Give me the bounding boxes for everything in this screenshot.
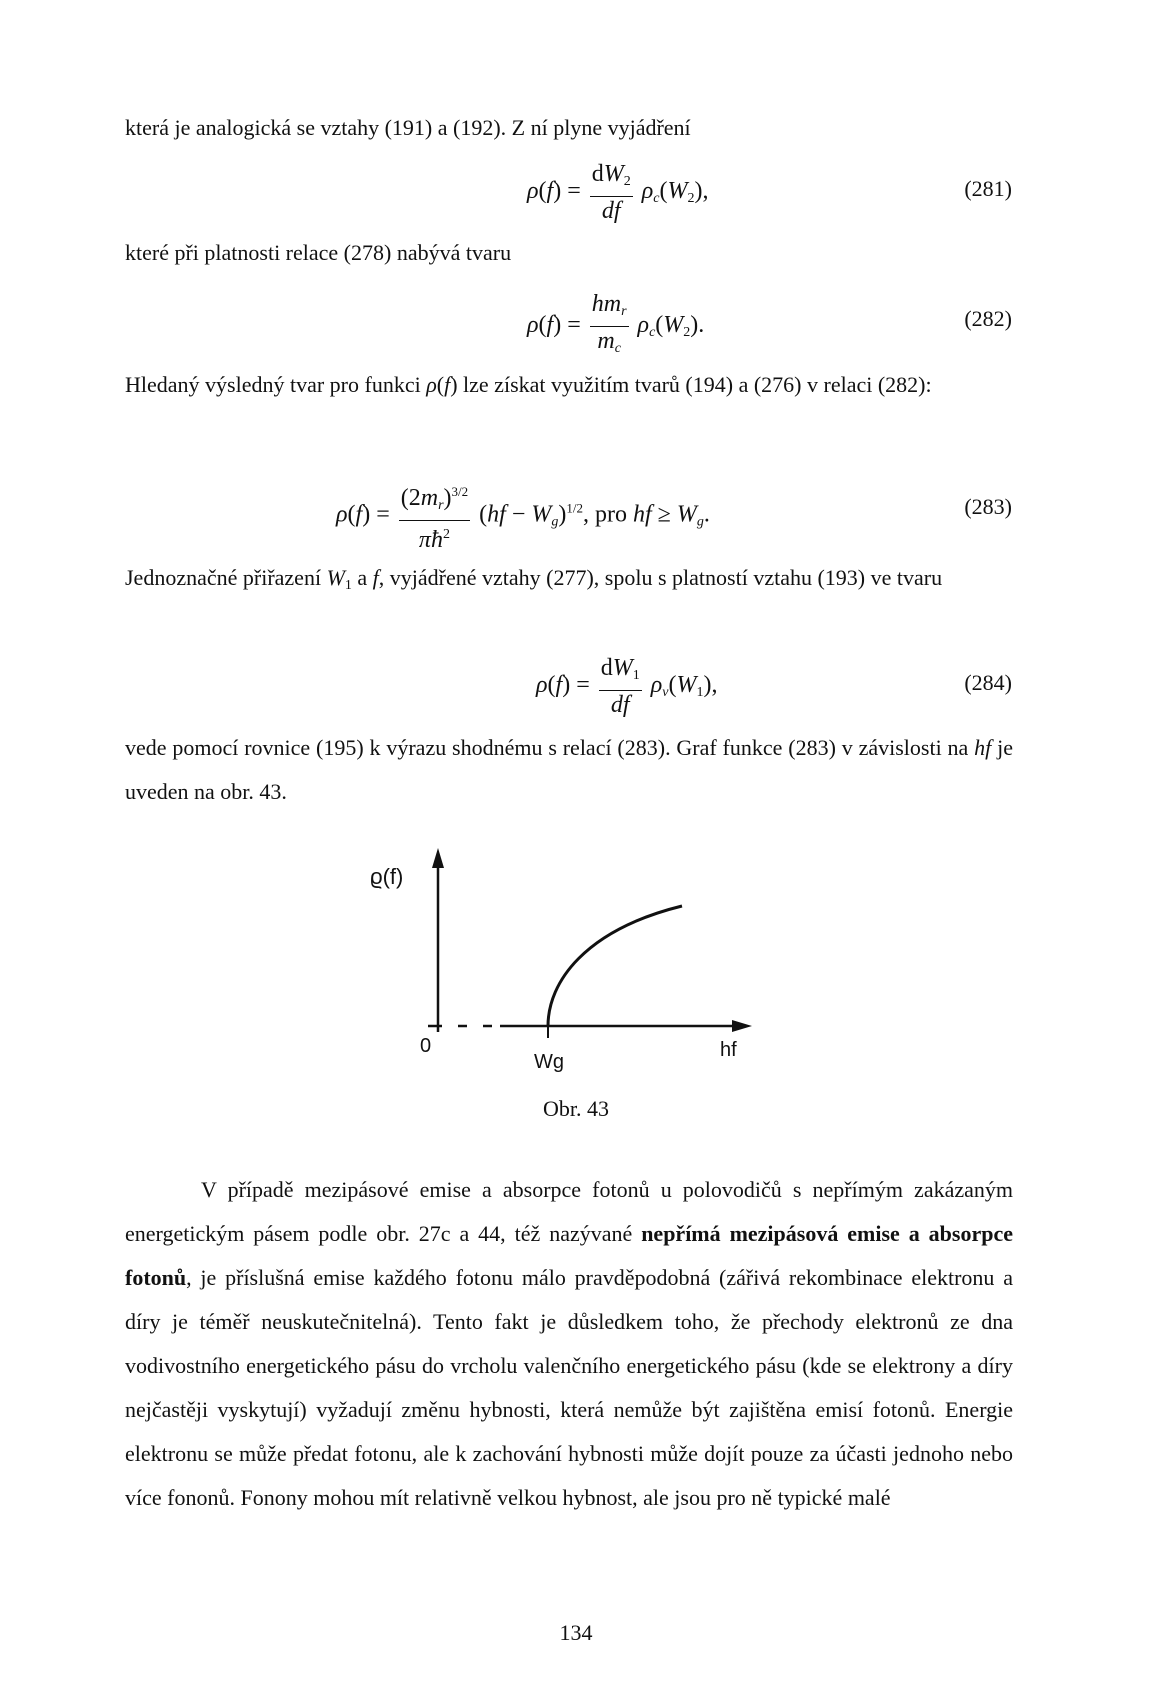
paragraph-6: V případě mezipásové emise a absorpce fotonů u polovodičů s nepřímým zakázaným energetickým pásem podle obr. 27c a 44, též nazývané nepřímá mezipásová emise a absorpce fotonů, je příslušná emise každého fotonu málo pravděpodobná (zářivá rekombinace elektronu a díry je téměř neuskutečnitelná). Tento fakt je důsledkem toho, že přechody elektronů ze dna vodivostního energetického pásu do vrcholu valenčního energetického pásu (kde se elektrony a díry nejčastěji vyskytují) vyžadují změnu hybnosti, která nemůže být zajištěna emisí fotonů. Energie elektronu se může předat fotonu, ale k zachování hybnosti může dojít pouze za účasti jednoho nebo více fononů. Fonony mohou mít relativně velkou hybnost, ale jsou pro ně typické malé: [125, 1177, 1013, 1510]
figure-43-graph: [360, 842, 790, 1082]
equation-number-283: (283): [964, 494, 1012, 519]
origin-label: 0: [420, 1035, 432, 1057]
figure-caption: Obr. 43: [543, 1096, 609, 1121]
equation-281: ρ(f) = $\frac{dW_2}{df}$ $\rho_c(W_2)$, (281): [527, 161, 1012, 224]
x-axis-label: hf: [720, 1039, 737, 1061]
equation-282: ρ(f) = $\frac{hm_r}{m_c}$ $\rho_c(W_2)$. (282): [0, 290, 1152, 350]
bold-term: nepřímá mezipásová emise a absorpce fotonů: [125, 1221, 1013, 1290]
y-axis-arrow: [432, 848, 444, 868]
equation-number-282: (282): [964, 306, 1012, 331]
equation-number-284: (284): [964, 670, 1012, 695]
paragraph-4: Jednoznačné přiřazení $W_1$ a f, vyjádřené vztahy (277), spolu s platností vztahu (193) ve tvaru: [125, 565, 943, 593]
threshold-label: Wg: [534, 1051, 564, 1073]
equation-number-281: (281): [964, 176, 1012, 201]
density-curve: [548, 906, 682, 1026]
paragraph-1: která je analogická se vztahy (191) a (192). Z ní plyne vyjádření: [125, 115, 691, 140]
equation-284: ρ(f) = $\frac{dW_1}{df}$ $\rho_v(W_1)$, (284): [536, 655, 1012, 718]
y-axis-label: ϱ(f): [370, 864, 404, 889]
paragraph-2: které při platnosti relace (278) nabývá tvaru: [125, 240, 512, 265]
paragraph-3: Hledaný výsledný tvar pro funkci ρ(f) lze získat využitím tvarů (194) a (276) v relaci (282):: [125, 372, 932, 397]
paragraph-5: vede pomocí rovnice (195) k výrazu shodnému s relací (283). Graf funkce (283) v závislosti na hf je uveden na obr. 43.: [125, 735, 1013, 804]
equation-283: ρ(f) = $\frac{(2m_r)^{3/2}}{\pi ħ^2}$ $(hf - W_g)^{1/2}$, pro hf ≥ $W_g$. (283): [336, 484, 1012, 553]
x-axis-arrow: [732, 1020, 752, 1032]
page-number: 134: [559, 1620, 593, 1645]
figure-43: [360, 842, 790, 1082]
